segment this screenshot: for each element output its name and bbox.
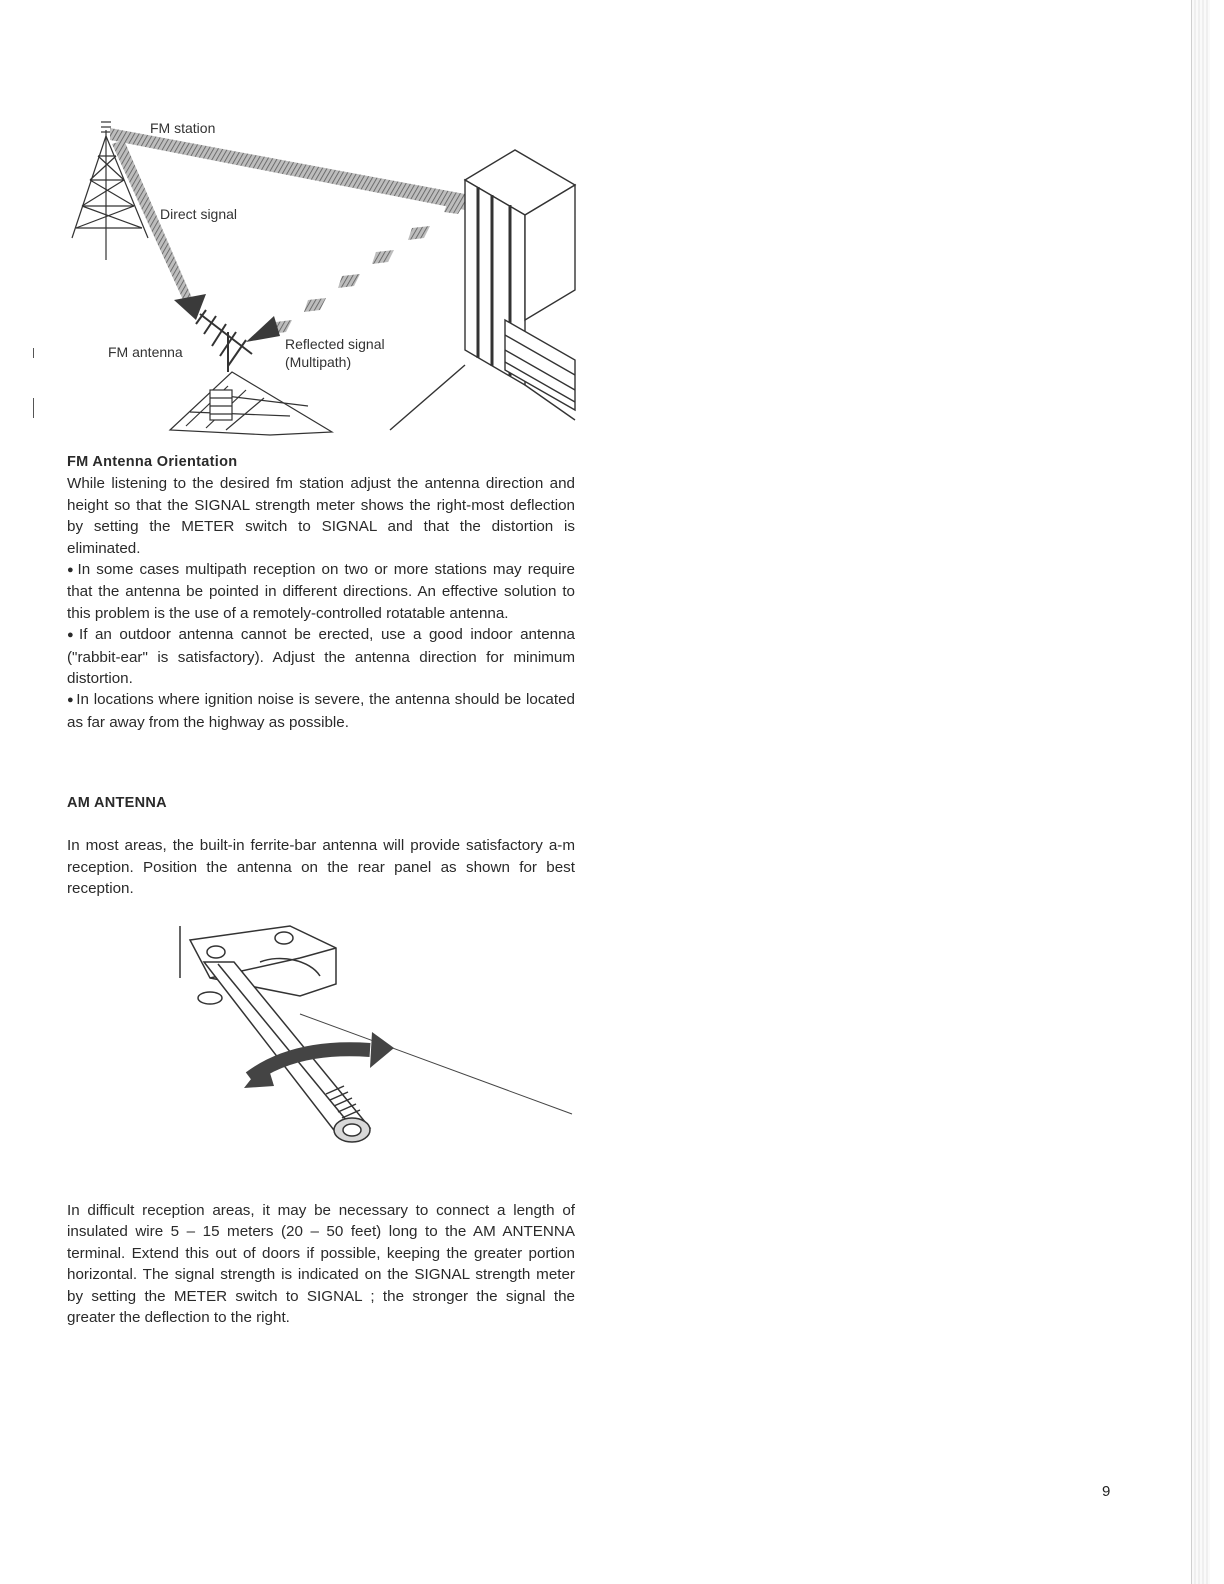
margin-mark bbox=[33, 348, 34, 358]
fm-multipath-illustration bbox=[60, 110, 580, 440]
am-wire-section bbox=[67, 1200, 575, 1328]
fm-multipath-figure bbox=[60, 110, 580, 440]
fm-intro-paragraph: While listening to the desired fm station adjust the antenna direction and height so that the SIGNAL strength meter shows the right-most deflection by setting the METER switch to SIGNAL and that the distortion is eliminated. bbox=[67, 475, 575, 557]
am-paragraph-1: In most areas, the built-in ferrite-bar antenna will provide satisfactory a-m reception. Position the antenna on the rear panel as shown for best reception. bbox=[67, 837, 575, 898]
page-number: 9 bbox=[1102, 1483, 1111, 1500]
am-antenna-section bbox=[67, 793, 575, 900]
fm-bullet: ● In locations where ignition noise is severe, the antenna should be located as far away from the highway as possible. bbox=[67, 689, 575, 733]
direct-signal-label: Direct signal bbox=[160, 206, 238, 222]
fm-antenna-icon bbox=[196, 310, 252, 372]
am-paragraph-2: In difficult reception areas, it may be necessary to connect a length of insulated wire 5 – 15 meters (20 – 50 feet) long to the AM ANTENNA terminal. Extend this out of doors if possible, keeping the greater portion horizontal. The signal strength is indicated on the SIGNAL strength meter by setting the METER switch to SIGNAL ; the stronger the signal the greater the deflection to the right. bbox=[67, 1202, 575, 1327]
rotation-arrow-head-right bbox=[370, 1032, 394, 1068]
fm-orientation-section bbox=[67, 452, 575, 733]
am-antenna-figure bbox=[170, 918, 580, 1158]
fm-orientation-heading: FM Antenna Orientation bbox=[67, 454, 238, 470]
fm-bullet: ● If an outdoor antenna cannot be erected, use a good indoor antenna ("rabbit-ear" is satisfactory). Adjust the antenna direction for minimum distortion. bbox=[67, 624, 575, 689]
direct-beam bbox=[110, 128, 465, 210]
reflected-arrow-head bbox=[246, 316, 280, 342]
reflected-signal-arrow bbox=[272, 202, 464, 334]
fm-antenna-label: FM antenna bbox=[108, 344, 183, 360]
am-antenna-heading: AM ANTENNA bbox=[67, 795, 167, 811]
fm-bullet: ● In some cases multipath reception on two or more stations may require that the antenna be pointed in different directions. An effective solution to this problem is the use of a remotely-controlled rotatable antenna. bbox=[67, 559, 575, 624]
multipath-label: (Multipath) bbox=[285, 354, 352, 370]
ferrite-bar-antenna-illustration bbox=[170, 918, 580, 1158]
fm-station-label: FM station bbox=[150, 120, 216, 136]
page-binding-edge bbox=[1191, 0, 1210, 1584]
reflected-signal-label: Reflected signal bbox=[285, 336, 385, 352]
margin-mark bbox=[33, 398, 34, 418]
house-icon bbox=[170, 372, 332, 435]
